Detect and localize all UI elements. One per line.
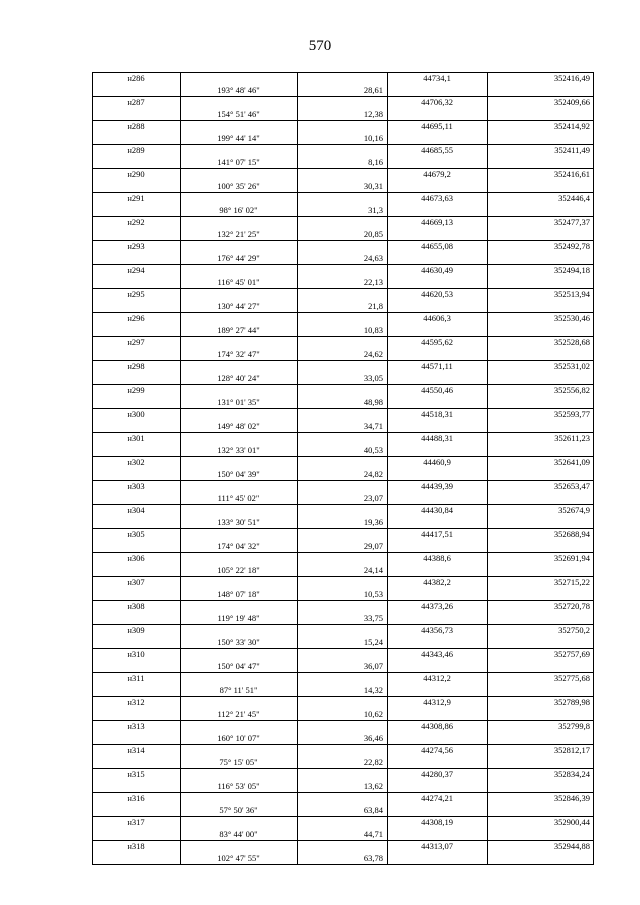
segment-row [92, 445, 594, 457]
segment-row [92, 205, 594, 217]
segment-row [92, 253, 594, 265]
point-name: н314 [127, 745, 145, 755]
point-name: н298 [127, 361, 145, 371]
direction-angle: 150° 04' 47" [217, 660, 260, 671]
segment-length: 36,46 [363, 732, 383, 743]
segment-length: 23,07 [363, 492, 383, 503]
point-name: н293 [127, 241, 145, 251]
x-coordinate: 44460,9 [423, 457, 451, 467]
segment-length: 28,61 [363, 84, 383, 95]
direction-angle: 176° 44' 29" [217, 252, 260, 263]
point-row [92, 504, 594, 517]
point-name: н289 [127, 145, 145, 155]
point-row [92, 576, 594, 589]
segment-row [92, 277, 594, 289]
segment-row [92, 469, 594, 481]
segment-length: 63,84 [363, 804, 383, 815]
segment-length: 36,07 [363, 660, 383, 671]
y-coordinate: 352720,78 [553, 601, 590, 611]
point-row [92, 600, 594, 613]
segment-length: 12,38 [363, 108, 383, 119]
segment-length: 13,62 [363, 780, 383, 791]
column-rule [180, 72, 181, 865]
segment-row [92, 589, 594, 601]
segment-row [92, 781, 594, 793]
x-coordinate: 44274,56 [421, 745, 453, 755]
segment-length: 34,71 [363, 420, 383, 431]
segment-row [92, 349, 594, 361]
y-coordinate: 352812,17 [553, 745, 590, 755]
point-row [92, 720, 594, 733]
x-coordinate: 44518,31 [421, 409, 453, 419]
segment-row [92, 157, 594, 169]
segment-length: 29,07 [363, 540, 383, 551]
segment-row [92, 565, 594, 577]
segment-length: 21,8 [368, 300, 383, 311]
direction-angle: 150° 33' 30" [217, 636, 260, 647]
point-name: н312 [127, 697, 145, 707]
y-coordinate: 352611,23 [554, 433, 590, 443]
x-coordinate: 44308,86 [421, 721, 453, 731]
y-coordinate: 352775,68 [553, 673, 590, 683]
point-name: н310 [127, 649, 145, 659]
direction-angle: 57° 50' 36" [219, 804, 258, 815]
point-row [92, 648, 594, 661]
segment-length: 14,32 [363, 684, 383, 695]
point-row [92, 528, 594, 541]
point-row [92, 288, 594, 301]
direction-angle: 174° 32' 47" [217, 348, 260, 359]
coordinates-table [92, 72, 594, 865]
point-name: н313 [127, 721, 145, 731]
point-row [92, 240, 594, 253]
point-name: н297 [127, 337, 145, 347]
x-coordinate: 44679,2 [423, 169, 451, 179]
point-row [92, 264, 594, 277]
x-coordinate: 44356,73 [421, 625, 453, 635]
y-coordinate: 352446,4 [558, 193, 590, 203]
segment-row [92, 541, 594, 553]
y-coordinate: 352799,8 [558, 721, 590, 731]
point-row [92, 144, 594, 157]
point-name: н299 [127, 385, 145, 395]
direction-angle: 174° 04' 32" [217, 540, 260, 551]
y-coordinate: 352757,69 [553, 649, 590, 659]
segment-row [92, 709, 594, 721]
y-coordinate: 352688,94 [553, 529, 590, 539]
x-coordinate: 44373,26 [421, 601, 453, 611]
x-coordinate: 44488,31 [421, 433, 453, 443]
point-row [92, 408, 594, 421]
direction-angle: 75° 15' 05" [219, 756, 258, 767]
x-coordinate: 44343,46 [421, 649, 453, 659]
segment-row [92, 109, 594, 121]
y-coordinate: 352641,09 [553, 457, 590, 467]
segment-row [92, 853, 594, 865]
y-coordinate: 352789,98 [553, 697, 590, 707]
y-coordinate: 352414,92 [553, 121, 590, 131]
x-coordinate: 44274,21 [421, 793, 453, 803]
point-name: н294 [127, 265, 145, 275]
point-row [92, 168, 594, 181]
direction-angle: 132° 21' 25" [217, 228, 260, 239]
x-coordinate: 44685,55 [421, 145, 453, 155]
segment-row [92, 661, 594, 673]
y-coordinate: 352416,61 [553, 169, 590, 179]
point-row [92, 216, 594, 229]
y-coordinate: 352691,94 [553, 553, 590, 563]
x-coordinate: 44673,63 [421, 193, 453, 203]
point-name: н311 [127, 673, 145, 683]
segment-length: 10,53 [363, 588, 383, 599]
point-name: н305 [127, 529, 145, 539]
y-coordinate: 352556,82 [553, 385, 590, 395]
segment-length: 44,71 [363, 828, 383, 839]
point-row [92, 624, 594, 637]
point-name: н315 [127, 769, 145, 779]
segment-length: 20,85 [363, 228, 383, 239]
point-row [92, 432, 594, 445]
segment-length: 33,05 [363, 372, 383, 383]
point-row [92, 840, 594, 853]
x-coordinate: 44695,11 [421, 121, 453, 131]
point-name: н296 [127, 313, 145, 323]
x-coordinate: 44313,07 [421, 841, 453, 851]
segment-length: 10,83 [363, 324, 383, 335]
y-coordinate: 352944,88 [553, 841, 590, 851]
y-coordinate: 352653,47 [553, 481, 590, 491]
point-row [92, 360, 594, 373]
segment-length: 30,31 [363, 180, 383, 191]
direction-angle: 132° 33' 01" [217, 444, 260, 455]
direction-angle: 116° 53' 05" [217, 780, 260, 791]
x-coordinate: 44630,49 [421, 265, 453, 275]
y-coordinate: 352531,02 [553, 361, 590, 371]
segment-length: 24,63 [363, 252, 383, 263]
x-coordinate: 44571,11 [421, 361, 453, 371]
x-coordinate: 44439,39 [421, 481, 453, 491]
direction-angle: 128° 40' 24" [217, 372, 260, 383]
point-name: н295 [127, 289, 145, 299]
segment-length: 40,53 [363, 444, 383, 455]
segment-row [92, 229, 594, 241]
point-row [92, 768, 594, 781]
segment-length: 24,62 [363, 348, 383, 359]
point-row [92, 480, 594, 493]
y-coordinate: 352674,9 [558, 505, 590, 515]
segment-length: 8,16 [368, 156, 383, 167]
direction-angle: 87° 11' 51" [219, 684, 258, 695]
y-coordinate: 352750,2 [558, 625, 590, 635]
point-row [92, 816, 594, 829]
segment-row [92, 421, 594, 433]
direction-angle: 154° 51' 46" [217, 108, 260, 119]
segment-row [92, 517, 594, 529]
direction-angle: 98° 16' 02" [219, 204, 258, 215]
point-name: н291 [127, 193, 145, 203]
direction-angle: 130° 44' 27" [217, 300, 260, 311]
direction-angle: 102° 47' 55" [217, 852, 260, 863]
segment-row [92, 805, 594, 817]
column-rule [387, 72, 388, 865]
direction-angle: 119° 19' 48" [217, 612, 260, 623]
segment-row [92, 373, 594, 385]
segment-row [92, 733, 594, 745]
x-coordinate: 44734,1 [423, 73, 451, 83]
x-coordinate: 44388,6 [423, 553, 451, 563]
direction-angle: 83° 44' 00" [219, 828, 258, 839]
direction-angle: 133° 30' 51" [217, 516, 260, 527]
segment-length: 33,75 [363, 612, 383, 623]
segment-row [92, 685, 594, 697]
segment-row [92, 397, 594, 409]
point-row [92, 552, 594, 565]
point-row [92, 312, 594, 325]
y-coordinate: 352477,37 [553, 217, 590, 227]
point-row [92, 96, 594, 109]
segment-length: 15,24 [363, 636, 383, 647]
segment-row [92, 301, 594, 313]
segment-row [92, 613, 594, 625]
segment-row [92, 757, 594, 769]
point-row [92, 72, 594, 85]
x-coordinate: 44669,13 [421, 217, 453, 227]
point-row [92, 120, 594, 133]
point-name: н302 [127, 457, 145, 467]
x-coordinate: 44308,19 [421, 817, 453, 827]
point-row [92, 792, 594, 805]
segment-length: 31,3 [368, 204, 383, 215]
y-coordinate: 352411,49 [554, 145, 590, 155]
x-coordinate: 44280,37 [421, 769, 453, 779]
segment-length: 10,62 [363, 708, 383, 719]
direction-angle: 105° 22' 18" [217, 564, 260, 575]
direction-angle: 189° 27' 44" [217, 324, 260, 335]
segment-length: 10,16 [363, 132, 383, 143]
point-name: н318 [127, 841, 145, 851]
y-coordinate: 352846,39 [553, 793, 590, 803]
y-coordinate: 352492,78 [553, 241, 590, 251]
column-rule [593, 72, 594, 865]
y-coordinate: 352900,44 [553, 817, 590, 827]
segment-length: 19,36 [363, 516, 383, 527]
point-row [92, 744, 594, 757]
x-coordinate: 44620,53 [421, 289, 453, 299]
direction-angle: 199° 44' 14" [217, 132, 260, 143]
y-coordinate: 352715,22 [553, 577, 590, 587]
x-coordinate: 44417,51 [421, 529, 453, 539]
point-name: н316 [127, 793, 145, 803]
segment-length: 24,14 [363, 564, 383, 575]
point-name: н287 [127, 97, 145, 107]
y-coordinate: 352834,24 [553, 769, 590, 779]
point-name: н290 [127, 169, 145, 179]
direction-angle: 141° 07' 15" [217, 156, 260, 167]
point-name: н308 [127, 601, 145, 611]
x-coordinate: 44312,9 [423, 697, 451, 707]
x-coordinate: 44312,2 [423, 673, 451, 683]
segment-length: 63,78 [363, 852, 383, 863]
segment-row [92, 85, 594, 97]
y-coordinate: 352593,77 [553, 409, 590, 419]
point-name: н306 [127, 553, 145, 563]
segment-row [92, 133, 594, 145]
point-row [92, 696, 594, 709]
direction-angle: 148° 07' 18" [217, 588, 260, 599]
point-name: н300 [127, 409, 145, 419]
x-coordinate: 44706,32 [421, 97, 453, 107]
y-coordinate: 352530,46 [553, 313, 590, 323]
segment-length: 24,82 [363, 468, 383, 479]
x-coordinate: 44655,08 [421, 241, 453, 251]
point-name: н307 [127, 577, 145, 587]
direction-angle: 150° 04' 39" [217, 468, 260, 479]
x-coordinate: 44606,3 [423, 313, 451, 323]
segment-row [92, 181, 594, 193]
segment-length: 22,82 [363, 756, 383, 767]
direction-angle: 100° 35' 26" [217, 180, 260, 191]
segment-row [92, 637, 594, 649]
y-coordinate: 352528,68 [553, 337, 590, 347]
point-name: н303 [127, 481, 145, 491]
segment-row [92, 325, 594, 337]
point-row [92, 672, 594, 685]
column-rule [92, 72, 93, 865]
segment-row [92, 829, 594, 841]
segment-length: 48,98 [363, 396, 383, 407]
column-rule [487, 72, 488, 865]
point-name: н286 [127, 73, 145, 83]
x-coordinate: 44382,2 [423, 577, 451, 587]
x-coordinate: 44550,46 [421, 385, 453, 395]
point-name: н301 [127, 433, 145, 443]
y-coordinate: 352494,18 [553, 265, 590, 275]
segment-length: 22,13 [363, 276, 383, 287]
page-number: 570 [308, 38, 332, 54]
y-coordinate: 352409,66 [553, 97, 590, 107]
column-rule [297, 72, 298, 865]
x-coordinate: 44430,84 [421, 505, 453, 515]
point-name: н309 [127, 625, 145, 635]
direction-angle: 193° 48' 46" [217, 84, 260, 95]
y-coordinate: 352416,49 [553, 73, 590, 83]
direction-angle: 160° 10' 07" [217, 732, 260, 743]
point-row [92, 192, 594, 205]
direction-angle: 112° 21' 45" [217, 708, 260, 719]
x-coordinate: 44595,62 [421, 337, 453, 347]
point-row [92, 336, 594, 349]
direction-angle: 131° 01' 35" [217, 396, 260, 407]
y-coordinate: 352513,94 [553, 289, 590, 299]
segment-row [92, 493, 594, 505]
direction-angle: 116° 45' 01" [217, 276, 260, 287]
point-name: н317 [127, 817, 145, 827]
point-row [92, 384, 594, 397]
point-row [92, 456, 594, 469]
point-name: н288 [127, 121, 145, 131]
direction-angle: 111° 45' 02" [217, 492, 260, 503]
point-name: н304 [127, 505, 145, 515]
point-name: н292 [127, 217, 145, 227]
direction-angle: 149° 48' 02" [217, 420, 260, 431]
